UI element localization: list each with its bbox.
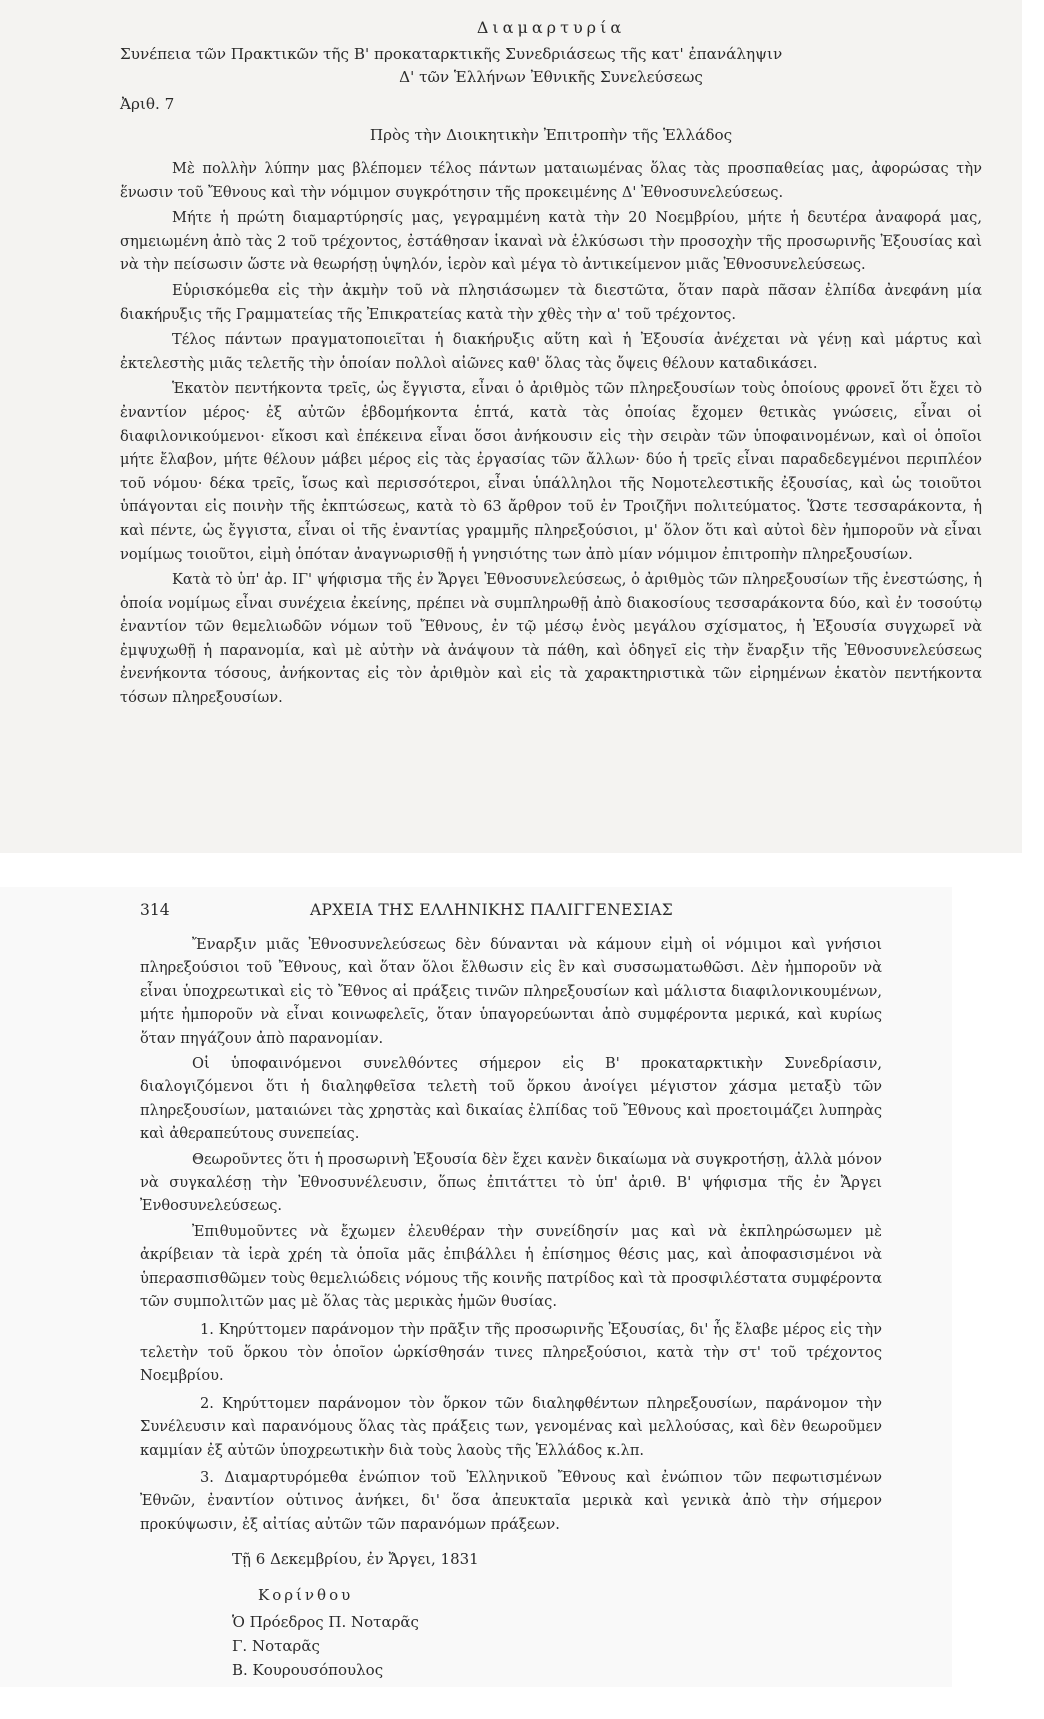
scanned-page-top (0, 0, 1022, 853)
signatory: Ὁ Πρόεδρος Π. Νοταρᾶς (232, 1613, 419, 1632)
document-number: Ἀριθ. 7 (120, 95, 175, 113)
numbered-item: 1. Κηρύττομεν παράνομον τὴν πρᾶξιν τῆς προσωρινῆς Ἐξουσίας, δι' ἧς ἔλαβε μέρος εἰς τὴν τελετὴν τοῦ ὅρκου τὸν ὁποῖον ὡρκίσθησάν τινες πληρεξούσιοι, κατὰ τὴν στ' τοῦ τρέχοντος Νοεμβρίου. (140, 1320, 882, 1385)
scanned-page-bottom (0, 887, 952, 1687)
heading-line-1: Συνέπεια τῶν Πρακτικῶν τῆς Β' προκαταρκτικῆς Συνεδριάσεως τῆς κατ' ἐπανάληψιν (120, 45, 783, 63)
running-title: ΑΡΧΕΙΑ ΤΗΣ ΕΛΛΗΝΙΚΗΣ ΠΑΛΙΓΓΕΝΕΣΙΑΣ (310, 901, 674, 919)
paragraph: Ἐπιθυμοῦντες νὰ ἔχωμεν ἐλευθέραν τὴν συνείδησίν μας καὶ νὰ ἐκπληρώσωμεν μὲ ἀκρίβειαν τὰ ἱερὰ χρέη τὰ ὁποῖα μᾶς ἐπιβάλλει ἡ ἐπίσημος θέσις μας, καὶ ἀποφασισμένοι νὰ ὑπερασπισθῶμεν τοὺς θεμελιώδεις νόμους τῆς κοινῆς πατρίδος καὶ τὰ προσφιλέστατα συμφέροντα τῶν συμπολιτῶν μας μὲ ὅλας τὰς μερικὰς ἡμῶν θυσίας. (140, 1222, 882, 1311)
paragraph: Μήτε ἡ πρώτη διαμαρτύρησίς μας, γεγραμμένη κατὰ τὴν 20 Νοεμβρίου, μήτε ἡ δευτέρα ἀναφορά μας, σημειωμένη ἀπὸ τὰς 2 τοῦ τρέχοντος, ἐστάθησαν ἱκαναὶ νὰ ἑλκύσωσι τὴν προσοχὴν τῆς προσωρινῆς Ἐξουσίας καὶ νὰ τὴν πείσωσιν ὥστε νὰ θεωρήσῃ ὑψηλόν, ἱερὸν καὶ μέγα τὸ ἀντικείμενον μιᾶς Ἐθνοσυνελεύσεως. (120, 209, 982, 274)
paragraph: Μὲ πολλὴν λύπην μας βλέπομεν τέλος πάντων ματαιωμένας ὅλας τὰς προσπαθείας μας, ἀφορώσας τὴν ἕνωσιν τοῦ Ἔθνους καὶ τὴν νόμιμον συγκρότησιν τῆς προκειμένης Δ' Ἐθνοσυνελεύσεως. (120, 160, 982, 201)
addressee-line: Πρὸς τὴν Διοικητικὴν Ἐπιτροπὴν τῆς Ἑλλάδος (369, 126, 733, 144)
paragraph: Τέλος πάντων πραγματοποιεῖται ἡ διακήρυξις αὕτη καὶ ἡ Ἐξουσία ἀνέχεται νὰ γένῃ καὶ μάρτυς καὶ ἐκτελεστὴς μιᾶς τελετῆς τὴν ὁποίαν πολλοὶ αἰῶνες καθ' ὅλας τὰς ὄψεις θέλουν καταδικάσει. (120, 331, 982, 372)
page-gap (0, 853, 1044, 887)
signatory: Γ. Νοταρᾶς (232, 1637, 320, 1656)
page-number: 314 (140, 901, 170, 919)
paragraph: Οἱ ὑποφαινόμενοι συνελθόντες σήμερον εἰς Β' προκαταρκτικὴν Συνεδρίασιν, διαλογιζόμενοι ὅτι ἡ διαληφθεῖσα τελετὴ τοῦ ὅρκου ἀνοίγει μέγιστον χάσμα μεταξὺ τῶν πληρεξουσίων, ματαιώνει τὰς χρηστὰς καὶ δικαίας ἐλπίδας τοῦ Ἔθνους καὶ προετοιμάζει λυπηρὰς καὶ ἀθεραπεύτους συνεπείας. (140, 1055, 882, 1143)
paragraph: Θεωροῦντες ὅτι ἡ προσωρινὴ Ἐξουσία δὲν ἔχει κανὲν δικαίωμα νὰ συγκροτήσῃ, ἀλλὰ μόνον νὰ συγκαλέσῃ τὴν Ἐθνοσυνέλευσιν, ὅπως ἐπιτάττει τὸ ὑπ' ἀριθ. Β' ψήφισμα τῆς ἐν Ἄργει Ἐνθοσυνελεύσεως. (140, 1150, 882, 1215)
running-header (140, 901, 882, 919)
heading-line-2: Δ' τῶν Ἑλλήνων Ἐθνικῆς Συνελεύσεως (399, 68, 703, 86)
signature-place: Κορίνθου (258, 1586, 354, 1605)
paragraph: Ἑκατὸν πεντήκοντα τρεῖς, ὡς ἔγγιστα, εἶναι ὁ ἀριθμὸς τῶν πληρεξουσίων τοὺς ὁποίους φρονεῖ ὅτι ἔχει τὸ ἐναντίον μέρος· ἐξ αὐτῶν ἑβδομήκοντα ἑπτά, κατὰ τὰς ὁποίας ἔχομεν θετικὰς γνώσεις, εἶναι οἱ διαφιλονικούμενοι· εἴκοσι καὶ ἐπέκεινα εἶναι ὅσοι ἀνήκουσιν εἰς τὴν σειρὰν τῶν ὑποφαινομένων, καὶ οἱ ὁποῖοι μήτε ἔλαβον, μήτε θέλουν μάβει μέρος εἰς τὰς ἐργασίας τῶν ἄλλων· δύο ἡ τρεῖς εἶναι παραδεδεγμένοι περιπλέον τοῦ νόμου· δέκα τρεῖς, ἴσως καὶ περισσότεροι, εἶναι ὑπάλληλοι τῆς Νομοτελεστικῆς ἐξουσίας, καὶ ὡς τοιοῦτοι ὑπάγονται εἰς ποινὴν τῆς ἐκπτώσεως, κατὰ τὸ 63 ἄρθρον τοῦ ἐν Τροιζῆνι πολιτεύματος. Ὥστε τεσσαράκοντα, ἡ καὶ πέντε, ὡς ἔγγιστα, εἶναι οἱ τῆς ἐναντίας γραμμῆς πληρεξούσιοι, μ' ὅλον ὅτι καὶ αὐτοὶ δὲν ἠμποροῦν νὰ εἶναι νομίμως τοιοῦτοι, εἰμὴ ὁπόταν ἀναγνωρισθῇ ἡ γνησιότης των ἀπὸ μίαν νόμιμον ἐπιτροπὴν πληρεξουσίων. (120, 380, 982, 563)
numbered-item: 3. Διαμαρτυρόμεθα ἐνώπιον τοῦ Ἑλληνικοῦ Ἔθνους καὶ ἐνώπιον τῶν πεφωτισμένων Ἐθνῶν, ἐναντίον οὑτινος ἀνήκει, δι' ὅσα ἀπευκταῖα μερικὰ καὶ γενικὰ ἀπὸ τὴν σήμερον προκύψωσιν, ἐξ αἰτίας αὐτῶν τῶν παρανόμων πράξεων. (140, 1468, 882, 1533)
paragraph: Ἔναρξιν μιᾶς Ἐθνοσυνελεύσεως δὲν δύνανται νὰ κάμουν εἰμὴ οἱ νόμιμοι καὶ γνήσιοι πληρεξούσιοι τοῦ Ἔθνους, καὶ ὅταν ὅλοι ἔλθωσιν εἰς ἓν καὶ συσσωματωθῶσι. Δὲν ἠμποροῦν νὰ εἶναι ὑποχρεωτικαὶ εἰς τὸ Ἔθνος αἱ πράξεις τινῶν πληρεξουσίων καὶ μάλιστα διαφιλονικουμένων, μήτε ἠμποροῦν νὰ εἶναι κοινωφελεῖς, ὅταν ὑπαγορεύωνται ἀπὸ συμφέροντα μερικά, καὶ κυρίως ὅταν πηγάζουν ἀπὸ παρανομίαν. (140, 936, 882, 1047)
numbered-item: 2. Κηρύττομεν παράνομον τὸν ὅρκον τῶν διαληφθέντων πληρεξουσίων, παράνομον τὴν Συνέλευσιν καὶ παρανόμους ὅλας τὰς πράξεις των, γενομένας καὶ μελλούσας, καὶ δὲν θεωροῦμεν καμμίαν ἐξ αὐτῶν ὑποχρεωτικὴν διὰ τοὺς λαοὺς τῆς Ἑλλάδος κ.λπ. (140, 1394, 882, 1459)
date-line: Τῇ 6 Δεκεμβρίου, ἐν Ἄργει, 1831 (232, 1550, 479, 1569)
paragraph: Εὑρισκόμεθα εἰς τὴν ἀκμὴν τοῦ νὰ πλησιάσωμεν τὰ διεστῶτα, ὅταν παρὰ πᾶσαν ἐλπίδα ἀνεφάνη μία διακήρυξις τῆς Γραμματείας τῆς Ἐπικρατείας κατὰ τὴν χθὲς τὴν α' τοῦ τρέχοντος. (120, 281, 982, 323)
document-title: Διαμαρτυρία (476, 18, 626, 37)
signatory: Β. Κουρουσόπουλος (232, 1661, 384, 1680)
paragraph: Κατὰ τὸ ὑπ' ἀρ. ΙΓ' ψήφισμα τῆς ἐν Ἄργει Ἐθνοσυνελεύσεως, ὁ ἀριθμὸς τῶν πληρεξουσίων τῆς ἐνεστώσης, ἡ ὁποία νομίμως εἶναι συνέχεια ἐκείνης, πρέπει νὰ συμπληρωθῇ ἀπὸ διακοσίους τεσσαράκοντα δύο, καὶ ἐν τοσούτῳ ἐναντίον τῶν θεμελιωδῶν νόμων τοῦ Ἔθνους, ἐν τῷ μέσῳ ἑνὸς μεγάλου σχίσματος, ἡ Ἐξουσία συγχωρεῖ νὰ ἐμψυχωθῇ ἡ παρανομία, καὶ μὲ αὐτὴν νὰ ἀνάψουν τὰ πάθη, καὶ ὁδηγεῖ εἰς τὴν ἔναρξιν τῆς Ἐθνοσυνελεύσεως ἐνενήκοντα τόσους, ἀνήκοντας εἰς τὸν ἀριθμὸν καὶ εἰς τὰ χαρακτηριστικὰ τῶν εἰρημένων ἑκατὸν πεντήκοντα τόσων πληρεξουσίων. (120, 571, 982, 707)
